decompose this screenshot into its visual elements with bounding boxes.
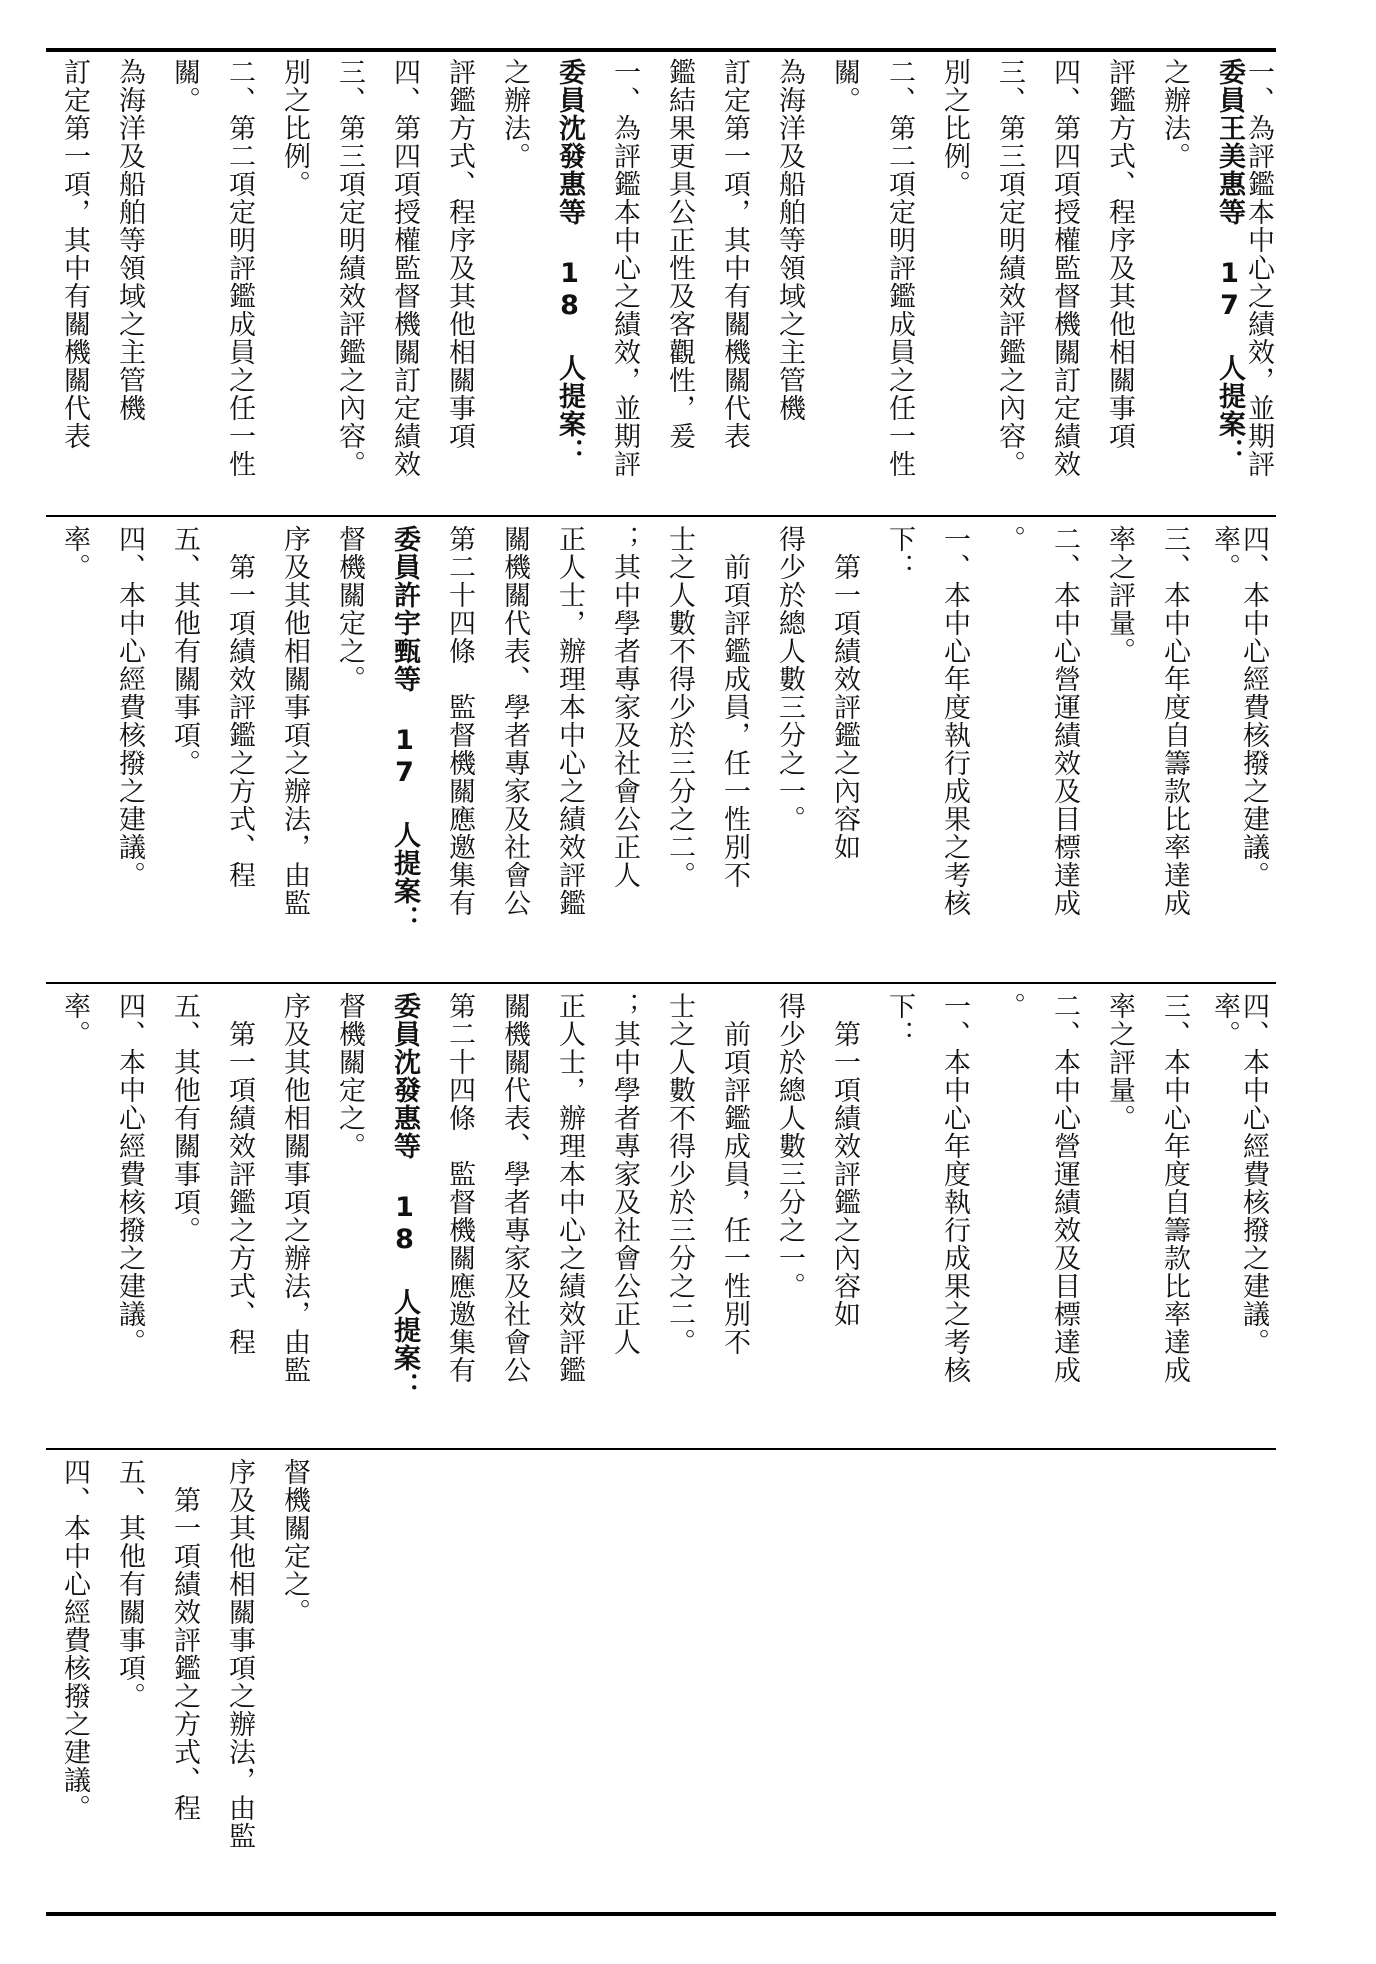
p1-line: 為海洋及船舶等領域之主管機 xyxy=(114,58,145,422)
p1-line: 評鑑方式、程序及其他相關事項 xyxy=(444,58,475,450)
p3-line: 第一項績效評鑑之方式、程 xyxy=(224,992,255,1356)
p3-line: 下： xyxy=(884,992,915,1048)
p2-line: 一、本中心年度執行成果之考核 xyxy=(939,525,970,917)
p1-line: 四、第四項授權監督機關訂定績效 xyxy=(1049,58,1080,478)
p2-line: 序及其他相關事項之辦法，由監 xyxy=(279,525,310,917)
p3-line: 率之評量。 xyxy=(1104,992,1135,1132)
top-rule xyxy=(46,48,1276,52)
p1-line: 之辦法。 xyxy=(1159,58,1190,170)
p4-line: 五、其他有關事項。 xyxy=(114,1458,145,1710)
p2-line: 正人士，辦理本中心之績效評鑑 xyxy=(554,525,585,917)
p3-line: 二、本中心營運績效及目標達成 xyxy=(1049,992,1080,1384)
panel-2 xyxy=(46,525,1276,977)
p2-line: 第一項績效評鑑之內容如 xyxy=(829,525,860,861)
p2-line: 下： xyxy=(884,525,915,581)
p1-line: 一、為評鑑本中心之績效，並期評 xyxy=(1243,58,1274,478)
p2-line: 二、本中心營運績效及目標達成 xyxy=(1049,525,1080,917)
p3-line: 關機關代表、學者專家及社會公 xyxy=(499,992,530,1384)
p1-line: 關。 xyxy=(169,58,200,114)
bottom-rule xyxy=(46,1912,1276,1916)
p1-line: 二、第二項定明評鑑成員之任一性 xyxy=(224,58,255,478)
p1-line: 為海洋及船舶等領域之主管機 xyxy=(774,58,805,422)
p2-heading: 委員許宇甄等 17 人提案： xyxy=(389,525,420,933)
p2-line: ；其中學者專家及社會公正人 xyxy=(609,525,640,889)
p1-line: 訂定第一項，其中有關機關代表 xyxy=(59,58,90,450)
p2-line: 五、其他有關事項。 xyxy=(169,525,200,777)
panel-1 xyxy=(46,58,1276,510)
p3-line: ；其中學者專家及社會公正人 xyxy=(609,992,640,1356)
p4-line: 序及其他相關事項之辦法，由監 xyxy=(224,1458,255,1850)
p2-line: 第一項績效評鑑之方式、程 xyxy=(224,525,255,889)
p2-line: 四、本中心經費核撥之建議。 xyxy=(114,525,145,889)
p2-line: 率之評量。 xyxy=(1104,525,1135,665)
p3-line: 前項評鑑成員，任一性別不 xyxy=(719,992,750,1356)
p3-line: 率。 xyxy=(59,992,90,1048)
p4-line: 四、本中心經費核撥之建議。 xyxy=(59,1458,90,1822)
divider-1 xyxy=(46,515,1276,517)
p1-heading: 委員王美惠等 17 人提案： xyxy=(1214,58,1245,466)
p1-line: 訂定第一項，其中有關機關代表 xyxy=(719,58,750,450)
p3-line: 率。 xyxy=(1209,992,1240,1048)
p2-line: 三、本中心年度自籌款比率達成 xyxy=(1159,525,1190,917)
p1-line: 二、第二項定明評鑑成員之任一性 xyxy=(884,58,915,478)
p2-line: 率。 xyxy=(1209,525,1240,581)
p2-line: 督機關定之。 xyxy=(334,525,365,693)
p2-line: 關機關代表、學者專家及社會公 xyxy=(499,525,530,917)
p3-line: 一、本中心年度執行成果之考核 xyxy=(939,992,970,1384)
p4-line: 第一項績效評鑑之方式、程 xyxy=(169,1458,200,1822)
p1-line: 鑑結果更具公正性及客觀性，爰 xyxy=(664,58,695,450)
p1-line: 四、第四項授權監督機關訂定績效 xyxy=(389,58,420,478)
p2-line: 前項評鑑成員，任一性別不 xyxy=(719,525,750,889)
p3-line: 。 xyxy=(994,992,1025,1020)
p2-line: 率。 xyxy=(59,525,90,581)
p1-line: 之辦法。 xyxy=(499,58,530,170)
p1-line: 三、第三項定明績效評鑑之內容。 xyxy=(994,58,1025,478)
p2-line: 士之人數不得少於三分之二。 xyxy=(664,525,695,889)
p1-line: 評鑑方式、程序及其他相關事項 xyxy=(1104,58,1135,450)
p2-line: 四、本中心經費核撥之建議。 xyxy=(1238,525,1269,889)
p3-line: 督機關定之。 xyxy=(334,992,365,1160)
p3-line: 四、本中心經費核撥之建議。 xyxy=(114,992,145,1356)
p3-line: 五、其他有關事項。 xyxy=(169,992,200,1244)
p3-line: 士之人數不得少於三分之二。 xyxy=(664,992,695,1356)
p3-heading: 委員沈發惠等 18 人提案： xyxy=(389,992,420,1400)
p3-line: 三、本中心年度自籌款比率達成 xyxy=(1159,992,1190,1384)
p2-line: 第二十四條 監督機關應邀集有 xyxy=(444,525,475,917)
p1-line: 別之比例。 xyxy=(279,58,310,198)
p3-line: 四、本中心經費核撥之建議。 xyxy=(1238,992,1269,1356)
p1-line: 一、為評鑑本中心之績效，並期評 xyxy=(609,58,640,478)
p1-line: 三、第三項定明績效評鑑之內容。 xyxy=(334,58,365,478)
panel-4 xyxy=(46,1458,1276,1906)
p2-line: 得少於總人數三分之一。 xyxy=(774,525,805,833)
p4-line: 督機關定之。 xyxy=(279,1458,310,1626)
panel-3 xyxy=(46,992,1276,1444)
p1-heading: 委員沈發惠等 18 人提案： xyxy=(554,58,585,466)
p3-line: 正人士，辦理本中心之績效評鑑 xyxy=(554,992,585,1384)
p1-line: 別之比例。 xyxy=(939,58,970,198)
divider-2 xyxy=(46,982,1276,984)
p3-line: 第一項績效評鑑之內容如 xyxy=(829,992,860,1328)
p3-line: 第二十四條 監督機關應邀集有 xyxy=(444,992,475,1384)
p3-line: 得少於總人數三分之一。 xyxy=(774,992,805,1300)
p3-line: 序及其他相關事項之辦法，由監 xyxy=(279,992,310,1384)
divider-3 xyxy=(46,1448,1276,1450)
p1-line: 關。 xyxy=(829,58,860,114)
p2-line: 。 xyxy=(994,525,1025,553)
